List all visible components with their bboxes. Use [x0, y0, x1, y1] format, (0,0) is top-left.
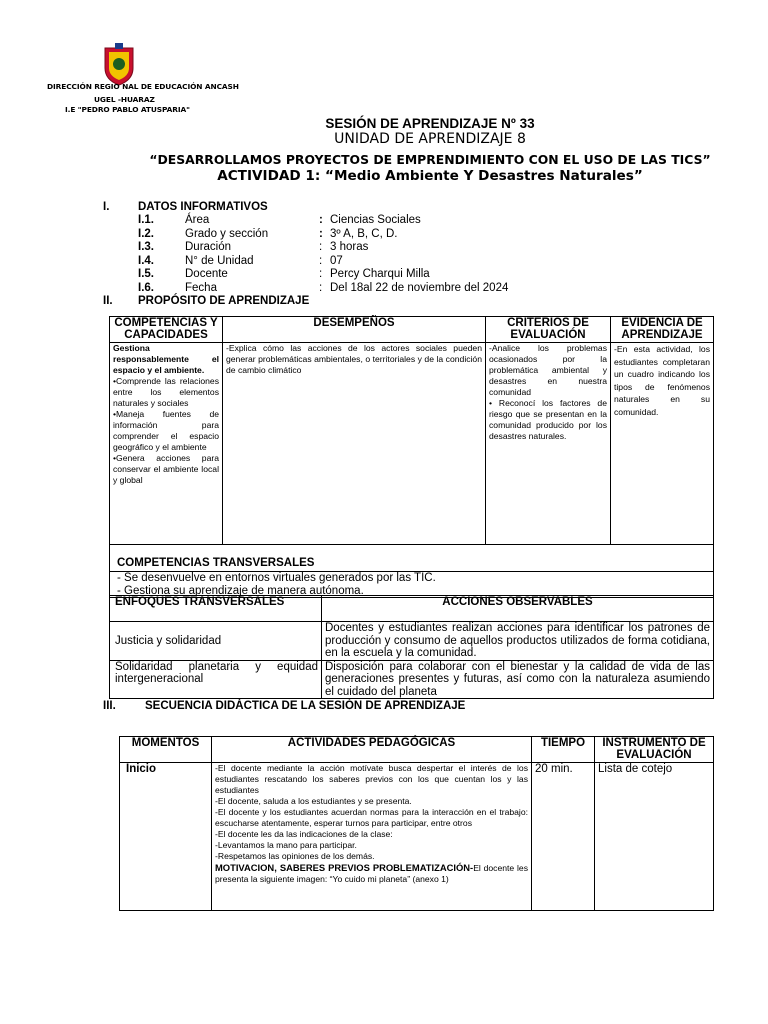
momento-inicio: Inicio [120, 763, 212, 911]
criterio-1: -Analice los problemas ocasionados por la problemática ambiental y desastres en nuestra comunidad [489, 343, 607, 397]
info-code: I.5. [138, 268, 154, 281]
section-3-title: SECUENCIA DIDÁCTICA DE LA SESIÓN DE APRENDIZAJE [145, 700, 466, 712]
info-label: Área [185, 214, 210, 226]
criterios-cell [486, 343, 611, 545]
info-row [0, 241, 768, 254]
info-row [0, 282, 768, 295]
info-separator: : [319, 282, 323, 294]
header-competencias: COMPETENCIAS Y CAPACIDADES [110, 317, 223, 343]
info-code: I.1. [138, 214, 154, 226]
session-title: SESIÓN DE APRENDIZAJE Nº 33 [325, 116, 535, 131]
info-label: Docente [185, 268, 228, 281]
header-criterios: CRITERIOS DE EVALUACIÓN [486, 317, 611, 343]
info-value: Del 18al 22 de noviembre del 2024 [330, 282, 509, 294]
info-code: I.4. [138, 254, 154, 267]
info-separator: : [319, 268, 323, 281]
enfoque-1-accion: Docentes y estudiantes realizan acciones para identificar los patrones de producción y consumo de aquellos productos utilizados de forma cotidiana, en la escuela y la comunidad. [322, 622, 714, 661]
header-enfoques: ENFOQUES TRANSVERSALES [110, 596, 322, 622]
motivacion-bold: MOTIVACION, SABERES PREVIOS PROBLEMATIZACIÓN- [215, 862, 474, 873]
unit-title: UNIDAD DE APRENDIZAJE 8 [334, 131, 526, 147]
enfoque-2-accion: Disposición para colaborar con el bienestar y la calidad de vida de las generaciones presentes y futuras, así como con la naturaleza asumiendo el cuidado del planeta [322, 660, 714, 699]
evidencia-cell: -En esta actividad, los estudiantes completaran un cuadro indicando los tipos de fenómenos naturales en su comunidad. [611, 343, 714, 545]
info-label: Grado y sección [185, 227, 269, 240]
enfoques-table [109, 595, 714, 699]
transversales-list-cell [110, 572, 714, 598]
info-separator: : [319, 214, 323, 226]
actividad-1: -El docente mediante la acción motívate busca despertar el interés de los estudiantes rescatando los saberes previos con los que cuentan los y las estudiantes [215, 763, 528, 795]
info-value: 3º A, B, C, D. [330, 227, 398, 240]
desempeno-cell: -Explica cómo las acciones de los actores sociales pueden generar problemáticas ambientales, o territoriales y de la condición de cambio climático [223, 343, 486, 545]
transversales-title: COMPETENCIAS TRANSVERSALES [117, 557, 315, 569]
actividad-6: -Respetamos las opiniones de los demás. [215, 851, 375, 861]
instrumento-cell: Lista de cotejo [595, 763, 714, 911]
actividad-5: -Levantamos la mano para participar. [215, 840, 357, 850]
project-title: “DESARROLLAMOS PROYECTOS DE EMPRENDIMIENTO CON EL USO DE LAS TICS” [149, 152, 711, 167]
header-line-2: UGEL -HUARAZ [94, 95, 155, 104]
section-1-title: DATOS INFORMATIVOS [138, 201, 268, 213]
info-value: 3 horas [330, 241, 369, 254]
info-label: Duración [185, 241, 232, 254]
tiempo-cell: 20 min. [532, 763, 595, 911]
info-code: I.6. [138, 282, 154, 294]
header-desempenos: DESEMPEÑOS [223, 317, 486, 343]
info-separator: : [319, 241, 323, 254]
info-separator: : [319, 227, 323, 240]
activity-title: ACTIVIDAD 1: “Medio Ambiente Y Desastres Naturales” [217, 168, 643, 184]
header-actividades: ACTIVIDADES PEDAGÓGICAS [212, 737, 532, 763]
info-label: N° de Unidad [185, 254, 254, 267]
enfoque-1-name: Justicia y solidaridad [110, 622, 322, 661]
info-row [0, 228, 768, 241]
transversales-title-cell [110, 545, 714, 572]
transversal-1: - Se desenvuelve en entornos virtuales generados por las TIC. [117, 572, 436, 584]
info-row [0, 214, 768, 227]
info-value: Ciencias Sociales [330, 214, 421, 226]
capacidad-3: •Genera acciones para conservar el ambiente local y global [113, 453, 219, 485]
info-row [0, 268, 768, 281]
section-3-number: III. [103, 700, 116, 712]
enfoque-2-name: Solidaridad planetaria y equidad intergeneracional [110, 660, 322, 699]
section-2-number: II. [103, 295, 113, 307]
actividad-2: -El docente, saluda a los estudiantes y se presenta. [215, 796, 412, 806]
competencias-cell [110, 343, 223, 545]
header-line-3: I.E "PEDRO PABLO ATUSPARIA" [65, 105, 190, 114]
criterio-2: • Reconocí los factores de riesgo que se presentan en la comunidad producido por los desastres naturales. [489, 398, 607, 441]
actividad-4: -El docente les da las indicaciones de la clase: [215, 829, 393, 839]
header-evidencia: EVIDENCIA DE APRENDIZAJE [611, 317, 714, 343]
info-row [0, 255, 768, 268]
header-momentos: MOMENTOS [120, 737, 212, 763]
motivacion-paragraph [215, 862, 528, 885]
section-1-number: I. [103, 201, 110, 213]
info-code: I.2. [138, 227, 154, 240]
actividad-3: -El docente y los estudiantes acuerdan normas para la interacción en el trabajo: escucharse atentamente, esperar turnos para participar, entre otros [215, 807, 528, 828]
header-line-1: DIRECCIÓN REGIO NAL DE EDUCACIÓN ANCASH [47, 82, 239, 91]
header-tiempo: TIEMPO [532, 737, 595, 763]
school-shield-logo [101, 42, 137, 86]
info-label: Fecha [185, 282, 217, 294]
info-code: I.3. [138, 241, 154, 254]
header-acciones: ACCIONES OBSERVABLES [322, 596, 714, 622]
info-value: Percy Charqui Milla [330, 268, 430, 281]
purpose-table [109, 316, 714, 598]
capacidad-2: •Maneja fuentes de información para comprender el espacio geográfico y el ambiente [113, 409, 219, 452]
info-value: 07 [330, 254, 343, 267]
header-instrumento: INSTRUMENTO DE EVALUACIÓN [595, 737, 714, 763]
motivacion-rest: El docente les presenta la siguiente imagen: “Yo cuido mi planeta” (anexo 1) [215, 863, 528, 884]
secuencia-table [119, 736, 714, 911]
competencia-title: Gestiona responsablemente el espacio y el ambiente. [113, 343, 219, 375]
section-2-title: PROPÓSITO DE APRENDIZAJE [138, 295, 310, 307]
capacidad-1: •Comprende las relaciones entre los elementos naturales y sociales [113, 376, 219, 408]
actividades-cell [212, 763, 532, 911]
transversal-2: - Gestiona su aprendizaje de manera autónoma. [117, 584, 364, 597]
info-separator: : [319, 254, 323, 267]
